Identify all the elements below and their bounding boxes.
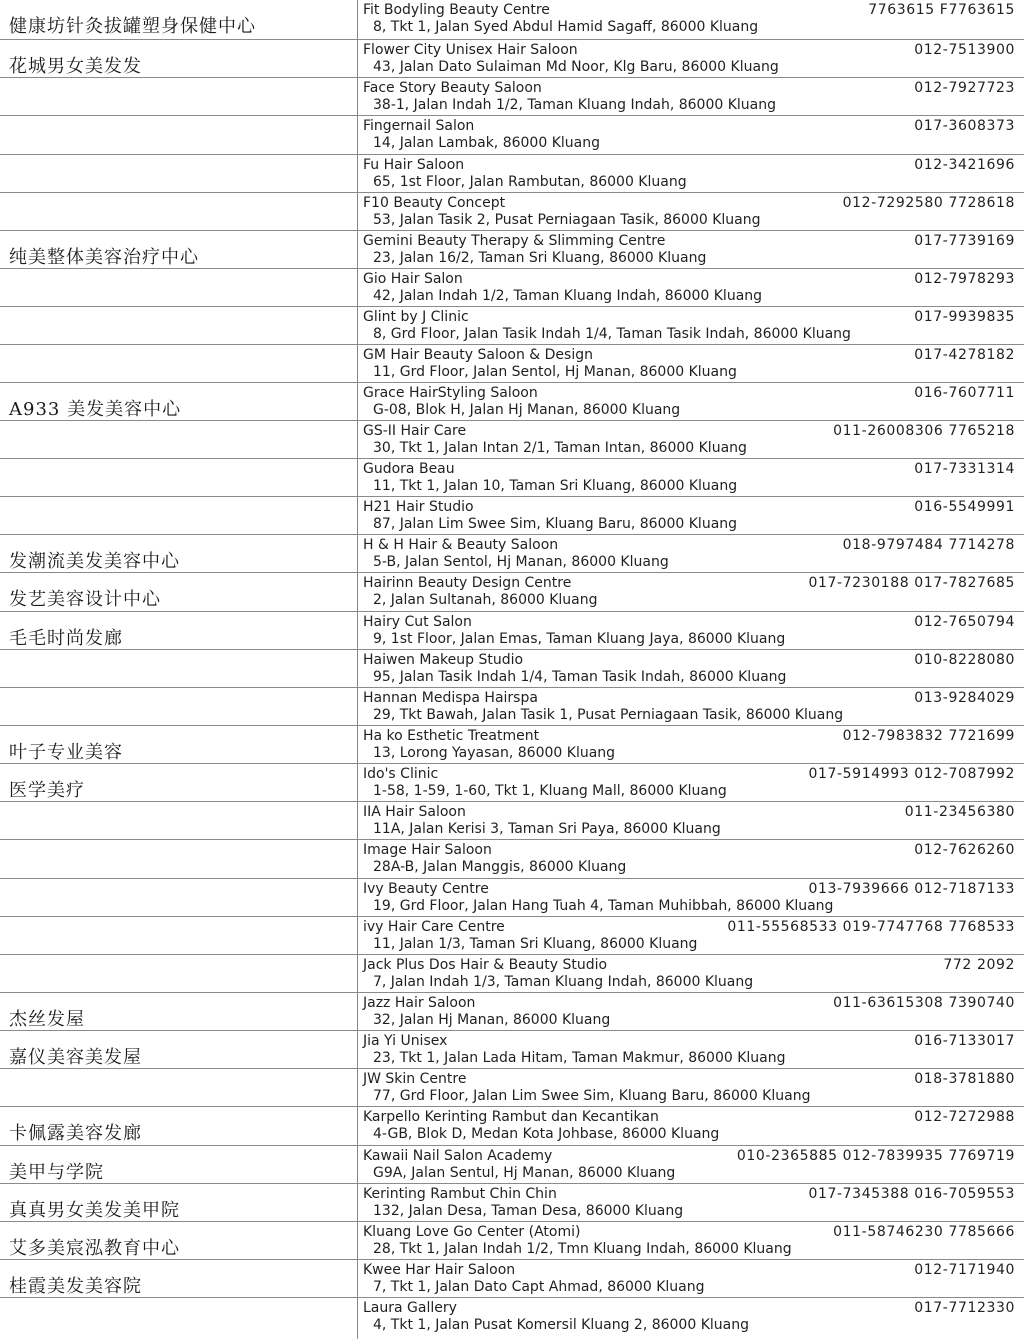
business-address: 13, Lorong Yayasan, 86000 Kluang: [373, 745, 616, 761]
chinese-name: 桂霞美发美容院: [9, 1276, 142, 1297]
business-address: 42, Jalan Indah 1/2, Taman Kluang Indah, 86000 Kluang: [373, 288, 763, 304]
column-divider: [357, 917, 358, 954]
chinese-name: 发艺美容设计中心: [9, 589, 161, 610]
chinese-name: 美甲与学院: [9, 1162, 104, 1183]
phone-numbers: 017-7712330: [914, 1300, 1015, 1316]
listing-row: [0, 764, 1024, 802]
business-address: 132, Jalan Desa, Taman Desa, 86000 Kluang: [373, 1203, 684, 1219]
column-divider: [357, 421, 358, 458]
listing-row: [0, 726, 1024, 764]
chinese-name: 发潮流美发美容中心: [9, 551, 180, 572]
chinese-name: 嘉仪美容美发屋: [9, 1047, 142, 1068]
column-divider: [357, 1184, 358, 1221]
business-address: 8, Grd Floor, Jalan Tasik Indah 1/4, Taman Tasik Indah, 86000 Kluang: [373, 326, 851, 342]
listing-row: [0, 0, 1024, 40]
listing-row: [0, 497, 1024, 535]
business-address: 28, Tkt 1, Jalan Indah 1/2, Tmn Kluang Indah, 86000 Kluang: [373, 1241, 792, 1257]
column-divider: [357, 764, 358, 801]
business-name: Laura Gallery: [363, 1300, 457, 1316]
listing-row: [0, 383, 1024, 421]
phone-numbers: 013-7939666 012-7187133: [808, 881, 1015, 897]
listing-row: [0, 1298, 1024, 1339]
column-divider: [357, 535, 358, 572]
phone-numbers: 016-7607711: [914, 385, 1015, 401]
business-address: 2, Jalan Sultanah, 86000 Kluang: [373, 592, 598, 608]
column-divider: [357, 726, 358, 763]
column-divider: [357, 879, 358, 916]
phone-numbers: 017-7345388 016-7059553: [808, 1186, 1015, 1202]
business-address: 87, Jalan Lim Swee Sim, Kluang Baru, 86000 Kluang: [373, 516, 738, 532]
column-divider: [357, 231, 358, 268]
chinese-name: 杰丝发屋: [9, 1009, 85, 1030]
phone-numbers: 017-5914993 012-7087992: [808, 766, 1015, 782]
phone-numbers: 7763615 F7763615: [868, 2, 1015, 18]
listing-row: [0, 1222, 1024, 1260]
listing-row: [0, 269, 1024, 307]
business-name: Jazz Hair Saloon: [363, 995, 476, 1011]
business-name: IIA Hair Saloon: [363, 804, 466, 820]
business-name: Kawaii Nail Salon Academy: [363, 1148, 553, 1164]
business-address: 43, Jalan Dato Sulaiman Md Noor, Klg Baru, 86000 Kluang: [373, 59, 779, 75]
column-divider: [357, 0, 358, 39]
business-name: Fingernail Salon: [363, 118, 475, 134]
listing-row: [0, 612, 1024, 650]
business-name: Hairinn Beauty Design Centre: [363, 575, 572, 591]
phone-numbers: 011-63615308 7390740: [833, 995, 1015, 1011]
listing-row: [0, 155, 1024, 193]
business-address: 11, Tkt 1, Jalan 10, Taman Sri Kluang, 86000 Kluang: [373, 478, 738, 494]
column-divider: [357, 1146, 358, 1183]
column-divider: [357, 40, 358, 77]
listing-row: [0, 955, 1024, 993]
chinese-name: 纯美整体美容治疗中心: [9, 247, 199, 268]
column-divider: [357, 688, 358, 725]
business-name: Ha ko Esthetic Treatment: [363, 728, 540, 744]
listing-row: [0, 421, 1024, 459]
business-name: Kluang Love Go Center (Atomi): [363, 1224, 581, 1240]
business-address: 28A-B, Jalan Manggis, 86000 Kluang: [373, 859, 627, 875]
listing-row: [0, 1107, 1024, 1146]
chinese-name: 医学美疗: [9, 780, 85, 801]
business-name: H & H Hair & Beauty Saloon: [363, 537, 559, 553]
listing-row: [0, 1184, 1024, 1222]
column-divider: [357, 840, 358, 878]
phone-numbers: 011-26008306 7765218: [833, 423, 1015, 439]
business-address: 14, Jalan Lambak, 86000 Kluang: [373, 135, 600, 151]
column-divider: [357, 383, 358, 420]
column-divider: [357, 573, 358, 611]
business-name: Grace HairStyling Saloon: [363, 385, 538, 401]
business-address: 19, Grd Floor, Jalan Hang Tuah 4, Taman Muhibbah, 86000 Kluang: [373, 898, 834, 914]
phone-numbers: 012-7513900: [914, 42, 1015, 58]
listing-row: [0, 573, 1024, 612]
business-address: 29, Tkt Bawah, Jalan Tasik 1, Pusat Perniagaan Tasik, 86000 Kluang: [373, 707, 844, 723]
column-divider: [357, 1260, 358, 1297]
phone-numbers: 772 2092: [943, 957, 1015, 973]
column-divider: [357, 1031, 358, 1068]
phone-numbers: 016-7133017: [914, 1033, 1015, 1049]
phone-numbers: 013-9284029: [914, 690, 1015, 706]
column-divider: [357, 955, 358, 992]
column-divider: [357, 193, 358, 230]
business-name: Karpello Kerinting Rambut dan Kecantikan: [363, 1109, 659, 1125]
listing-row: [0, 1031, 1024, 1069]
business-address: 32, Jalan Hj Manan, 86000 Kluang: [373, 1012, 611, 1028]
column-divider: [357, 345, 358, 382]
business-address: 11, Jalan 1/3, Taman Sri Kluang, 86000 Kluang: [373, 936, 698, 952]
phone-numbers: 012-7978293: [914, 271, 1015, 287]
listing-row: [0, 917, 1024, 955]
business-address: 8, Tkt 1, Jalan Syed Abdul Hamid Sagaff, 86000 Kluang: [373, 19, 759, 35]
phone-numbers: 011-23456380: [904, 804, 1015, 820]
business-name: Face Story Beauty Saloon: [363, 80, 542, 96]
phone-numbers: 017-4278182: [914, 347, 1015, 363]
business-name: Kwee Har Hair Saloon: [363, 1262, 516, 1278]
phone-numbers: 012-7650794: [914, 614, 1015, 630]
column-divider: [357, 78, 358, 115]
listing-row: [0, 193, 1024, 231]
phone-numbers: 018-9797484 7714278: [842, 537, 1015, 553]
business-name: Haiwen Makeup Studio: [363, 652, 524, 668]
listing-row: [0, 78, 1024, 116]
business-name: Fit Bodyling Beauty Centre: [363, 2, 550, 18]
business-name: H21 Hair Studio: [363, 499, 474, 515]
column-divider: [357, 269, 358, 306]
column-divider: [357, 993, 358, 1030]
listing-row: [0, 116, 1024, 155]
business-name: Hairy Cut Salon: [363, 614, 472, 630]
business-name: Jia Yi Unisex: [363, 1033, 448, 1049]
business-address: 23, Tkt 1, Jalan Lada Hitam, Taman Makmur, 86000 Kluang: [373, 1050, 786, 1066]
phone-numbers: 012-7272988: [914, 1109, 1015, 1125]
listing-row: [0, 879, 1024, 917]
phone-numbers: 012-7292580 7728618: [842, 195, 1015, 211]
business-name: GM Hair Beauty Saloon & Design: [363, 347, 593, 363]
business-name: GS-II Hair Care: [363, 423, 467, 439]
listing-row: [0, 650, 1024, 688]
listing-row: [0, 1069, 1024, 1107]
phone-numbers: 016-5549991: [914, 499, 1015, 515]
business-name: Flower City Unisex Hair Saloon: [363, 42, 578, 58]
business-name: Fu Hair Saloon: [363, 157, 465, 173]
column-divider: [357, 802, 358, 839]
business-address: 7, Jalan Indah 1/3, Taman Kluang Indah, 86000 Kluang: [373, 974, 754, 990]
phone-numbers: 017-7739169: [914, 233, 1015, 249]
business-name: Image Hair Saloon: [363, 842, 492, 858]
phone-numbers: 010-8228080: [914, 652, 1015, 668]
column-divider: [357, 650, 358, 687]
listing-row: [0, 802, 1024, 840]
business-address: 5-B, Jalan Sentol, Hj Manan, 86000 Kluang: [373, 554, 669, 570]
column-divider: [357, 307, 358, 344]
business-name: Glint by J Clinic: [363, 309, 469, 325]
business-address: G9A, Jalan Sentul, Hj Manan, 86000 Kluang: [373, 1165, 676, 1181]
business-name: JW Skin Centre: [363, 1071, 467, 1087]
chinese-name: 花城男女美发发: [9, 56, 142, 77]
business-address: 1-58, 1-59, 1-60, Tkt 1, Kluang Mall, 86000 Kluang: [373, 783, 727, 799]
phone-numbers: 017-3608373: [914, 118, 1015, 134]
column-divider: [357, 116, 358, 154]
business-address: 9, 1st Floor, Jalan Emas, Taman Kluang Jaya, 86000 Kluang: [373, 631, 786, 647]
phone-numbers: 017-7331314: [914, 461, 1015, 477]
column-divider: [357, 497, 358, 534]
phone-numbers: 012-3421696: [914, 157, 1015, 173]
business-address: 4, Tkt 1, Jalan Pusat Komersil Kluang 2, 86000 Kluang: [373, 1317, 749, 1333]
business-address: 11, Grd Floor, Jalan Sentol, Hj Manan, 86000 Kluang: [373, 364, 737, 380]
phone-numbers: 017-9939835: [914, 309, 1015, 325]
business-address: 38-1, Jalan Indah 1/2, Taman Kluang Indah, 86000 Kluang: [373, 97, 776, 113]
business-name: Gudora Beau: [363, 461, 455, 477]
listing-row: [0, 345, 1024, 383]
business-address: 7, Tkt 1, Jalan Dato Capt Ahmad, 86000 Kluang: [373, 1279, 705, 1295]
listing-row: [0, 1146, 1024, 1184]
listing-row: [0, 307, 1024, 345]
column-divider: [357, 1222, 358, 1259]
business-address: 30, Tkt 1, Jalan Intan 2/1, Taman Intan, 86000 Kluang: [373, 440, 747, 456]
listing-row: [0, 459, 1024, 497]
chinese-name: 卡佩露美容发廊: [9, 1123, 142, 1144]
business-name: Ivy Beauty Centre: [363, 881, 489, 897]
column-divider: [357, 1298, 358, 1339]
column-divider: [357, 155, 358, 192]
phone-numbers: 011-55568533 019-7747768 7768533: [727, 919, 1015, 935]
business-name: Gio Hair Salon: [363, 271, 463, 287]
listing-row: [0, 1260, 1024, 1298]
chinese-name: 艾多美宸泓教育中心: [9, 1238, 180, 1259]
phone-numbers: 012-7983832 7721699: [842, 728, 1015, 744]
phone-numbers: 018-3781880: [914, 1071, 1015, 1087]
phone-numbers: 012-7171940: [914, 1262, 1015, 1278]
business-name: ivy Hair Care Centre: [363, 919, 505, 935]
business-name: F10 Beauty Concept: [363, 195, 506, 211]
phone-numbers: 010-2365885 012-7839935 7769719: [736, 1148, 1015, 1164]
listing-row: [0, 231, 1024, 269]
business-address: 77, Grd Floor, Jalan Lim Swee Sim, Kluang Baru, 86000 Kluang: [373, 1088, 811, 1104]
business-address: 23, Jalan 16/2, Taman Sri Kluang, 86000 Kluang: [373, 250, 707, 266]
business-address: 95, Jalan Tasik Indah 1/4, Taman Tasik Indah, 86000 Kluang: [373, 669, 787, 685]
business-address: 11A, Jalan Kerisi 3, Taman Sri Paya, 86000 Kluang: [373, 821, 721, 837]
listing-row: [0, 840, 1024, 879]
phone-numbers: 012-7927723: [914, 80, 1015, 96]
listing-row: [0, 535, 1024, 573]
listing-row: [0, 688, 1024, 726]
business-name: Ido's Clinic: [363, 766, 439, 782]
business-address: 4-GB, Blok D, Medan Kota Johbase, 86000 Kluang: [373, 1126, 720, 1142]
chinese-name: 健康坊针灸拔罐塑身保健中心: [9, 16, 256, 37]
column-divider: [357, 1069, 358, 1106]
column-divider: [357, 459, 358, 496]
chinese-name: 叶子专业美容: [9, 742, 123, 763]
chinese-name: 真真男女美发美甲院: [9, 1200, 180, 1221]
listing-row: [0, 993, 1024, 1031]
business-name: Jack Plus Dos Hair & Beauty Studio: [363, 957, 608, 973]
business-address: 65, 1st Floor, Jalan Rambutan, 86000 Kluang: [373, 174, 687, 190]
business-address: 53, Jalan Tasik 2, Pusat Perniagaan Tasik, 86000 Kluang: [373, 212, 761, 228]
business-name: Gemini Beauty Therapy & Slimming Centre: [363, 233, 666, 249]
business-address: G-08, Blok H, Jalan Hj Manan, 86000 Kluang: [373, 402, 681, 418]
column-divider: [357, 1107, 358, 1145]
listing-row: [0, 40, 1024, 78]
phone-numbers: 011-58746230 7785666: [833, 1224, 1015, 1240]
business-name: Kerinting Rambut Chin Chin: [363, 1186, 557, 1202]
column-divider: [357, 612, 358, 649]
business-name: Hannan Medispa Hairspa: [363, 690, 538, 706]
phone-numbers: 017-7230188 017-7827685: [808, 575, 1015, 591]
chinese-name: 毛毛时尚发廊: [9, 628, 123, 649]
chinese-name: A933 美发美容中心: [9, 399, 182, 420]
phone-numbers: 012-7626260: [914, 842, 1015, 858]
